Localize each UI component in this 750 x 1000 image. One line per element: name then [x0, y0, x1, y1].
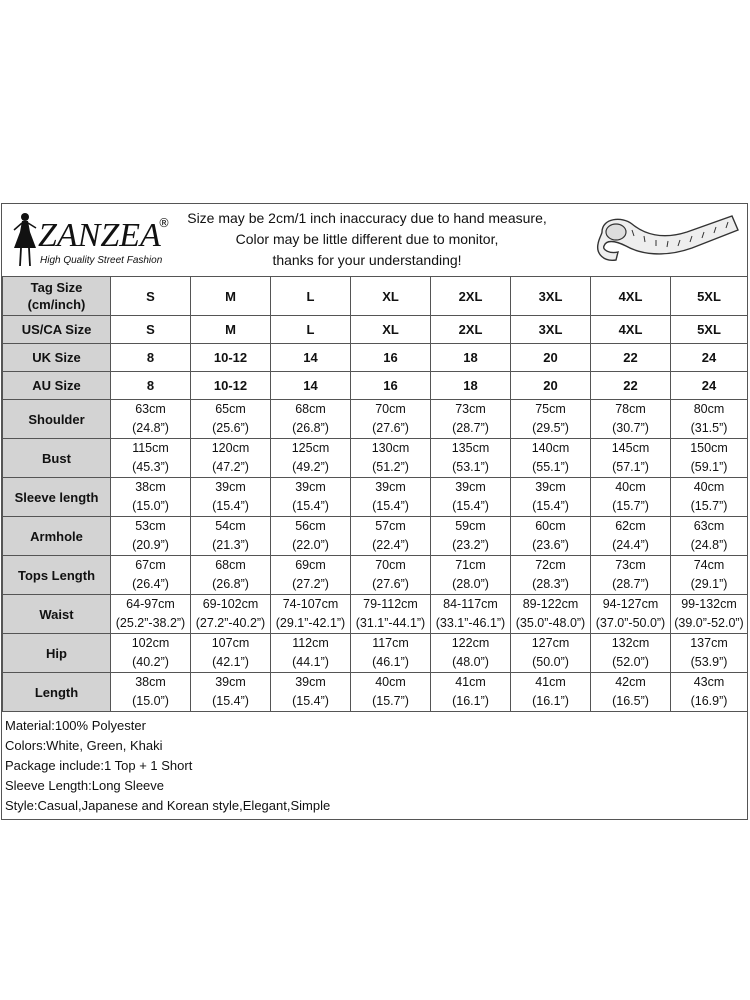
- row-label: US/CA Size: [3, 316, 111, 344]
- inch-value: (20.9”): [132, 538, 169, 552]
- inch-value: (16.5”): [612, 694, 649, 708]
- inch-value: (22.4”): [372, 538, 409, 552]
- inch-value: (53.1”): [452, 460, 489, 474]
- size-row: [3, 372, 748, 400]
- inch-value: (23.2”): [452, 538, 489, 552]
- cm-value: 40cm: [693, 480, 725, 494]
- cm-value: 112cm: [292, 636, 329, 650]
- cm-value: 68cm: [215, 558, 246, 572]
- measurement-cell: [591, 634, 671, 673]
- info-sleeve: Sleeve Length:Long Sleeve: [5, 778, 165, 793]
- size-cell: XL: [351, 277, 431, 316]
- inch-value: (27.2”): [292, 577, 329, 591]
- inch-value: (55.1”): [532, 460, 569, 474]
- row-label: Armhole: [3, 517, 111, 556]
- measurement-cell: [271, 400, 351, 439]
- brand-name: ZANZEA: [38, 217, 161, 254]
- inch-value: (25.6”): [212, 421, 249, 435]
- inch-value: (30.7”): [612, 421, 649, 435]
- row-label: Tag Size (cm/inch): [3, 277, 111, 316]
- cm-value: 63cm: [135, 402, 166, 416]
- measurement-cell: [511, 400, 591, 439]
- measurement-cell: [191, 634, 271, 673]
- size-cell: 18: [431, 344, 511, 372]
- cm-value: 39cm: [375, 480, 406, 494]
- size-cell: M: [191, 316, 271, 344]
- size-cell: 8: [111, 372, 191, 400]
- cm-value: 72cm: [535, 558, 566, 572]
- inch-value: (28.7”): [612, 577, 649, 591]
- measurement-cell: [351, 556, 431, 595]
- size-cell: 22: [591, 372, 671, 400]
- cm-value: 59cm: [455, 519, 486, 533]
- cm-value: 132cm: [611, 636, 650, 650]
- measurement-cell: [511, 439, 591, 478]
- size-cell: 10-12: [191, 344, 271, 372]
- inch-value: (31.1”-44.1”): [355, 616, 426, 630]
- cm-value: 39cm: [295, 480, 326, 494]
- measurement-cell: [351, 595, 431, 634]
- cm-value: 43cm: [693, 675, 725, 689]
- measurement-row: [3, 595, 748, 634]
- measurement-cell: [671, 517, 748, 556]
- size-cell: 24: [671, 372, 748, 400]
- inch-value: (27.6”): [372, 577, 409, 591]
- measurement-rows: [3, 400, 748, 712]
- inch-value: (24.8”): [690, 538, 728, 552]
- inch-value: (15.4”): [452, 499, 489, 513]
- cm-value: 78cm: [615, 402, 646, 416]
- measurement-notice: [182, 208, 552, 271]
- measurement-cell: [351, 517, 431, 556]
- inch-value: (29.5”): [532, 421, 569, 435]
- measurement-cell: [431, 556, 511, 595]
- measurement-cell: [431, 517, 511, 556]
- inch-value: (21.3”): [212, 538, 249, 552]
- size-cell: 24: [671, 344, 748, 372]
- measurement-cell: [511, 556, 591, 595]
- inch-value: (23.6”): [532, 538, 569, 552]
- measurement-cell: [271, 673, 351, 712]
- measurement-cell: [111, 634, 191, 673]
- info-material: Material:100% Polyester: [5, 718, 146, 733]
- inch-value: (16.1”): [452, 694, 489, 708]
- measurement-cell: [111, 556, 191, 595]
- cm-value: 89-122cm: [522, 597, 579, 611]
- cm-value: 84-117cm: [443, 597, 498, 611]
- measurement-cell: [431, 595, 511, 634]
- measurement-cell: [111, 400, 191, 439]
- inch-value: (16.1”): [532, 694, 569, 708]
- brand-logo: [6, 208, 176, 272]
- cm-value: 130cm: [371, 441, 410, 455]
- inch-value: (29.1”-42.1”): [275, 616, 346, 630]
- size-cell: 8: [111, 344, 191, 372]
- row-label: AU Size: [3, 372, 111, 400]
- cm-value: 73cm: [455, 402, 486, 416]
- cm-value: 70cm: [375, 558, 406, 572]
- measurement-cell: [351, 673, 431, 712]
- size-cell: 14: [271, 372, 351, 400]
- size-cell: 20: [511, 344, 591, 372]
- inch-value: (42.1”): [212, 655, 249, 669]
- cm-value: 71cm: [455, 558, 486, 572]
- inch-value: (39.0”-52.0”): [674, 616, 744, 630]
- measuring-tape-icon: [592, 210, 742, 272]
- cm-value: 120cm: [211, 441, 250, 455]
- cm-value: 39cm: [455, 480, 486, 494]
- size-cell: 2XL: [431, 277, 511, 316]
- inch-value: (15.4”): [212, 499, 249, 513]
- measurement-cell: [431, 673, 511, 712]
- cm-value: 94-127cm: [602, 597, 659, 611]
- inch-value: (33.1”-46.1”): [435, 616, 506, 630]
- measurement-cell: [591, 673, 671, 712]
- cm-value: 79-112cm: [363, 597, 418, 611]
- cm-value: 67cm: [135, 558, 166, 572]
- cm-value: 41cm: [455, 675, 486, 689]
- size-row: [3, 344, 748, 372]
- inch-value: (15.4”): [212, 694, 249, 708]
- cm-value: 102cm: [131, 636, 170, 650]
- measurement-cell: [511, 478, 591, 517]
- measurement-cell: [511, 673, 591, 712]
- cm-value: 127cm: [531, 636, 570, 650]
- cm-value: 38cm: [135, 480, 166, 494]
- cm-value: 69cm: [295, 558, 326, 572]
- chart-header: [2, 204, 747, 277]
- measurement-cell: [431, 634, 511, 673]
- measurement-cell: [271, 634, 351, 673]
- registered-mark: ®: [158, 216, 170, 230]
- cm-value: 41cm: [535, 675, 566, 689]
- inch-value: (15.4”): [292, 499, 329, 513]
- inch-value: (27.6”): [372, 421, 409, 435]
- cm-value: 122cm: [451, 636, 490, 650]
- inch-value: (49.2”): [292, 460, 329, 474]
- size-cell: 5XL: [671, 277, 748, 316]
- cm-value: 39cm: [215, 675, 246, 689]
- measurement-cell: [351, 634, 431, 673]
- cm-value: 40cm: [615, 480, 646, 494]
- row-label: Bust: [3, 439, 111, 478]
- inch-value: (15.0”): [132, 694, 169, 708]
- cm-value: 63cm: [693, 519, 725, 533]
- cm-value: 117cm: [372, 636, 409, 650]
- measurement-cell: [271, 556, 351, 595]
- cm-value: 64-97cm: [126, 597, 175, 611]
- brand-tagline: High Quality Street Fashion: [40, 255, 163, 266]
- info-colors: Colors:White, Green, Khaki: [5, 738, 163, 753]
- notice-line: Color may be little different due to monitor,: [235, 231, 499, 247]
- measurement-cell: [111, 439, 191, 478]
- cm-value: 80cm: [693, 402, 725, 416]
- measurement-cell: [591, 517, 671, 556]
- measurement-cell: [671, 478, 748, 517]
- measurement-cell: [191, 439, 271, 478]
- measurement-cell: [111, 673, 191, 712]
- measurement-cell: [591, 595, 671, 634]
- measurement-cell: [191, 478, 271, 517]
- inch-value: (24.4”): [612, 538, 649, 552]
- size-cell: 16: [351, 344, 431, 372]
- inch-value: (52.0”): [612, 655, 649, 669]
- cm-value: 62cm: [615, 519, 646, 533]
- measurement-cell: [511, 517, 591, 556]
- inch-value: (26.4”): [132, 577, 169, 591]
- measurement-cell: [671, 400, 748, 439]
- measurement-cell: [351, 400, 431, 439]
- notice-line: thanks for your understanding!: [272, 252, 462, 268]
- size-cell: 5XL: [671, 316, 748, 344]
- measurement-cell: [591, 400, 671, 439]
- inch-value: (28.0”): [452, 577, 489, 591]
- measurement-cell: [191, 595, 271, 634]
- cm-value: 125cm: [291, 441, 330, 455]
- size-cell: 4XL: [591, 316, 671, 344]
- inch-value: (15.4”): [292, 694, 329, 708]
- measurement-cell: [351, 439, 431, 478]
- inch-value: (45.3”): [132, 460, 169, 474]
- measurement-cell: [191, 517, 271, 556]
- measurement-cell: [511, 634, 591, 673]
- cm-value: 69-102cm: [202, 597, 259, 611]
- notice-line: Size may be 2cm/1 inch inaccuracy due to hand measure,: [187, 210, 547, 226]
- inch-value: (24.8”): [132, 421, 169, 435]
- inch-value: (37.0”-50.0”): [595, 616, 666, 630]
- size-cell: S: [111, 277, 191, 316]
- measurement-cell: [671, 673, 748, 712]
- cm-value: 38cm: [135, 675, 166, 689]
- size-cell: 2XL: [431, 316, 511, 344]
- row-label: Shoulder: [3, 400, 111, 439]
- cm-value: 65cm: [215, 402, 246, 416]
- inch-value: (40.2”): [132, 655, 169, 669]
- measurement-cell: [111, 517, 191, 556]
- inch-value: (22.0”): [292, 538, 329, 552]
- size-cell: L: [271, 277, 351, 316]
- cm-value: 54cm: [215, 519, 246, 533]
- measurement-row: [3, 439, 748, 478]
- row-label: Sleeve length: [3, 478, 111, 517]
- tag-size-row: [3, 277, 748, 316]
- measurement-row: [3, 556, 748, 595]
- inch-value: (25.2”-38.2”): [115, 616, 186, 630]
- measurement-row: [3, 634, 748, 673]
- measurement-cell: [431, 400, 511, 439]
- inch-value: (15.7”): [372, 694, 409, 708]
- cm-value: 115cm: [132, 441, 169, 455]
- cm-value: 42cm: [615, 675, 646, 689]
- size-cell: 3XL: [511, 316, 591, 344]
- inch-value: (27.2”-40.2”): [195, 616, 266, 630]
- cm-value: 75cm: [535, 402, 566, 416]
- cm-value: 39cm: [535, 480, 566, 494]
- cm-value: 57cm: [375, 519, 406, 533]
- size-cell: 10-12: [191, 372, 271, 400]
- inch-value: (44.1”): [292, 655, 329, 669]
- measurement-row: [3, 517, 748, 556]
- measurement-cell: [671, 634, 748, 673]
- inch-value: (51.2”): [372, 460, 409, 474]
- inch-value: (53.9”): [690, 655, 728, 669]
- measurement-cell: [111, 478, 191, 517]
- inch-value: (28.7”): [452, 421, 489, 435]
- size-cell: S: [111, 316, 191, 344]
- cm-value: 53cm: [135, 519, 166, 533]
- cm-value: 99-132cm: [681, 597, 737, 611]
- size-cell: 4XL: [591, 277, 671, 316]
- inch-value: (50.0”): [532, 655, 569, 669]
- inch-value: (59.1”): [690, 460, 728, 474]
- inch-value: (15.0”): [132, 499, 169, 513]
- measurement-cell: [271, 439, 351, 478]
- cm-value: 56cm: [295, 519, 326, 533]
- measurement-cell: [191, 400, 271, 439]
- inch-value: (15.4”): [532, 499, 569, 513]
- cm-value: 39cm: [295, 675, 326, 689]
- measurement-row: [3, 673, 748, 712]
- measurement-cell: [431, 478, 511, 517]
- inch-value: (28.3”): [532, 577, 569, 591]
- product-info: [2, 716, 747, 816]
- measurement-cell: [191, 673, 271, 712]
- inch-value: (15.4”): [372, 499, 409, 513]
- size-cell: XL: [351, 316, 431, 344]
- row-label: UK Size: [3, 344, 111, 372]
- inch-value: (35.0”-48.0”): [515, 616, 586, 630]
- cm-value: 150cm: [690, 441, 728, 455]
- inch-value: (47.2”): [212, 460, 249, 474]
- inch-value: (46.1”): [372, 655, 409, 669]
- measurement-cell: [671, 556, 748, 595]
- size-cell: 16: [351, 372, 431, 400]
- measurement-cell: [591, 478, 671, 517]
- size-table: [2, 276, 748, 712]
- measurement-cell: [591, 439, 671, 478]
- fashion-figure-icon: [8, 210, 42, 270]
- region-size-rows: [3, 316, 748, 400]
- row-label: Waist: [3, 595, 111, 634]
- inch-value: (29.1”): [690, 577, 728, 591]
- info-style: Style:Casual,Japanese and Korean style,Elegant,Simple: [5, 798, 331, 813]
- cm-value: 60cm: [535, 519, 566, 533]
- row-label: Hip: [3, 634, 111, 673]
- size-cell: M: [191, 277, 271, 316]
- cm-value: 145cm: [611, 441, 650, 455]
- inch-value: (31.5”): [690, 421, 728, 435]
- cm-value: 137cm: [690, 636, 728, 650]
- size-cell: L: [271, 316, 351, 344]
- measurement-cell: [671, 595, 748, 634]
- measurement-row: [3, 400, 748, 439]
- size-cell: 3XL: [511, 277, 591, 316]
- cm-value: 70cm: [375, 402, 406, 416]
- measurement-cell: [431, 439, 511, 478]
- row-label: Tops Length: [3, 556, 111, 595]
- cm-value: 140cm: [531, 441, 570, 455]
- measurement-row: [3, 478, 748, 517]
- measurement-cell: [271, 517, 351, 556]
- size-cell: 14: [271, 344, 351, 372]
- inch-value: (15.7”): [612, 499, 649, 513]
- cm-value: 107cm: [211, 636, 250, 650]
- inch-value: (57.1”): [612, 460, 649, 474]
- size-cell: 22: [591, 344, 671, 372]
- inch-value: (48.0”): [452, 655, 489, 669]
- measurement-cell: [271, 478, 351, 517]
- measurement-cell: [671, 439, 748, 478]
- inch-value: (26.8”): [292, 421, 329, 435]
- cm-value: 40cm: [375, 675, 406, 689]
- cm-value: 74cm: [693, 558, 725, 572]
- size-cell: 20: [511, 372, 591, 400]
- measurement-cell: [511, 595, 591, 634]
- inch-value: (15.7”): [690, 499, 728, 513]
- measurement-cell: [351, 478, 431, 517]
- size-chart: [1, 203, 748, 820]
- size-row: [3, 316, 748, 344]
- cm-value: 39cm: [215, 480, 246, 494]
- cm-value: 73cm: [615, 558, 646, 572]
- inch-value: (16.9”): [690, 694, 728, 708]
- measurement-cell: [591, 556, 671, 595]
- info-package: Package include:1 Top + 1 Short: [5, 758, 193, 773]
- measurement-cell: [271, 595, 351, 634]
- inch-value: (26.8”): [212, 577, 249, 591]
- cm-value: 74-107cm: [282, 597, 339, 611]
- size-cell: 18: [431, 372, 511, 400]
- row-label: Length: [3, 673, 111, 712]
- cm-value: 68cm: [295, 402, 326, 416]
- measurement-cell: [191, 556, 271, 595]
- cm-value: 135cm: [451, 441, 490, 455]
- measurement-cell: [111, 595, 191, 634]
